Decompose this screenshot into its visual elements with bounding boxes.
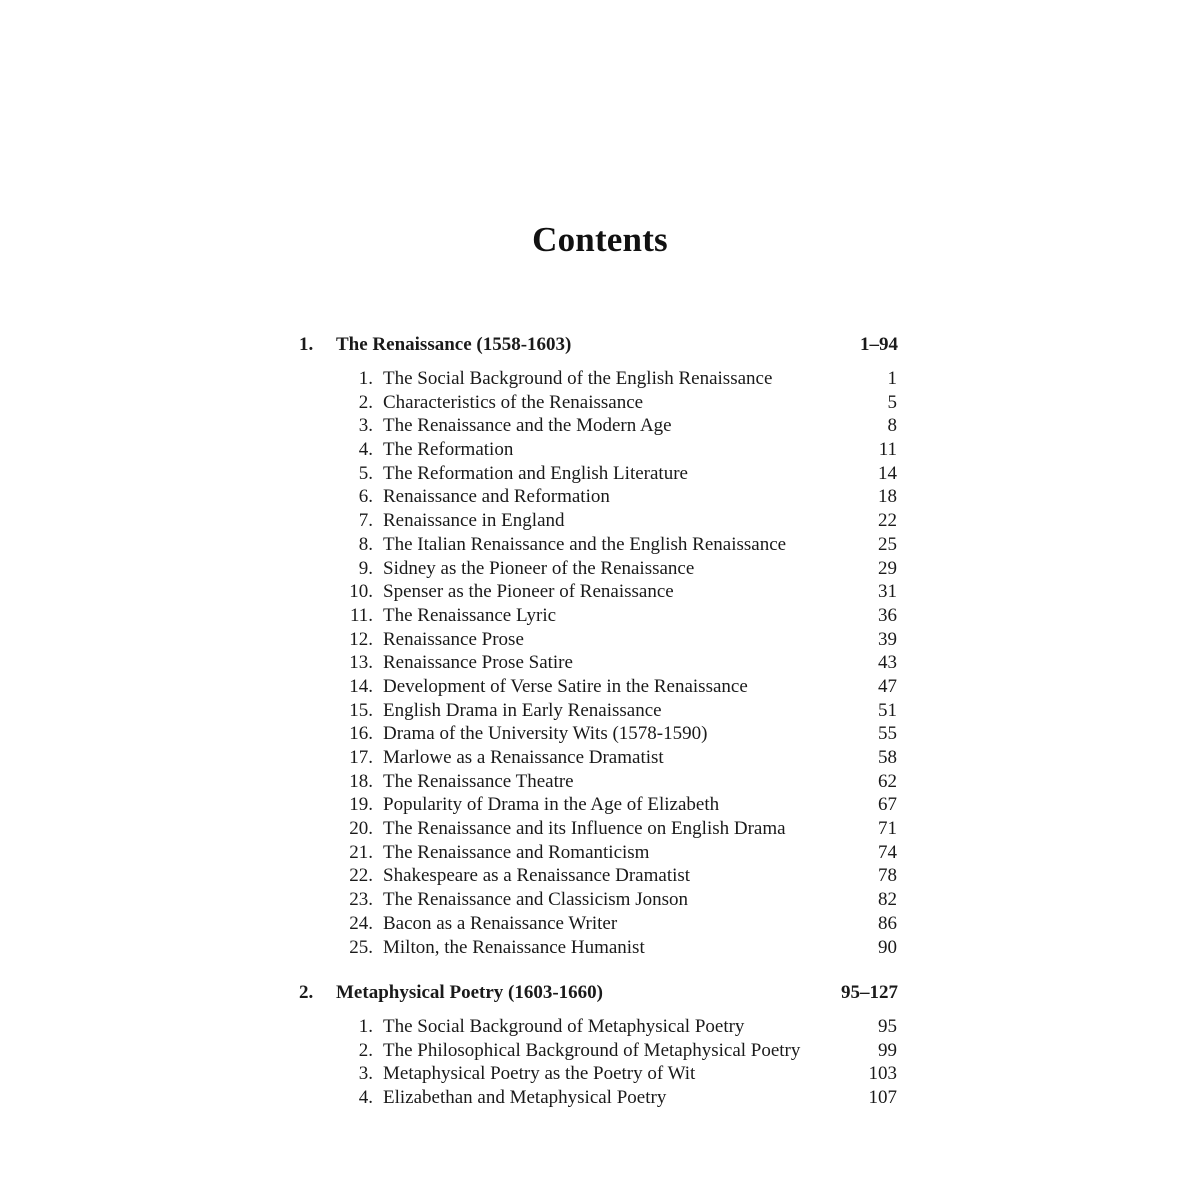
- entry-page-number: 36: [878, 604, 897, 626]
- entry-page-number: 62: [878, 770, 897, 792]
- entry-title: The Renaissance and Romanticism: [383, 841, 650, 863]
- chapter-number: 2.: [299, 982, 314, 1003]
- toc-entry[interactable]: [0, 367, 1200, 391]
- entry-number: 8.: [358, 533, 373, 555]
- toc-entry[interactable]: [0, 699, 1200, 723]
- entry-page-number: 43: [878, 652, 897, 674]
- entry-page-number: 95: [878, 1016, 897, 1037]
- entry-page-number: 8: [887, 415, 897, 437]
- entry-title: The Philosophical Background of Metaphysical Poetry: [383, 1039, 801, 1061]
- chapter-section: [0, 980, 1200, 1110]
- entry-number: 11.: [349, 604, 373, 626]
- page-title: Contents: [532, 220, 668, 259]
- entry-number: 15.: [349, 699, 373, 721]
- entry-title: Renaissance Prose Satire: [383, 652, 573, 674]
- entry-page-number: 29: [878, 557, 897, 579]
- entry-page-number: 99: [878, 1039, 897, 1061]
- toc-entry[interactable]: [0, 438, 1200, 462]
- toc-entry[interactable]: [0, 817, 1200, 841]
- entry-number: 3.: [358, 1063, 373, 1085]
- entry-page-number: 58: [878, 747, 897, 768]
- entry-page-number: 74: [878, 841, 897, 863]
- toc-entry[interactable]: [0, 1015, 1200, 1039]
- entry-title: Shakespeare as a Renaissance Dramatist: [383, 865, 691, 887]
- toc-entry[interactable]: [0, 533, 1200, 557]
- entry-title: Drama of the University Wits (1578-1590): [383, 723, 708, 745]
- toc-entry[interactable]: [0, 651, 1200, 675]
- entry-page-number: 5: [887, 391, 897, 413]
- entry-number: 18.: [349, 770, 373, 792]
- chapter-section: [0, 332, 1200, 959]
- entry-title: Renaissance and Reformation: [383, 486, 610, 508]
- entry-number: 21.: [349, 841, 373, 863]
- entry-page-number: 107: [868, 1087, 897, 1109]
- entry-title: Sidney as the Pioneer of the Renaissance: [383, 557, 695, 579]
- entry-title: Bacon as a Renaissance Writer: [383, 912, 618, 934]
- toc-entry[interactable]: [0, 509, 1200, 533]
- toc-entry[interactable]: [0, 604, 1200, 628]
- entry-number: 9.: [358, 557, 373, 579]
- entry-page-number: 39: [878, 628, 897, 650]
- entry-list: [0, 367, 1200, 959]
- entry-number: 2.: [358, 391, 373, 413]
- toc-entry[interactable]: [0, 841, 1200, 865]
- entry-page-number: 14: [878, 462, 897, 484]
- entry-page-number: 90: [878, 936, 897, 958]
- entry-number: 7.: [358, 510, 373, 532]
- entry-number: 12.: [349, 628, 373, 650]
- entry-page-number: 86: [878, 912, 897, 934]
- entry-title: Popularity of Drama in the Age of Elizabeth: [383, 794, 720, 816]
- toc-entry[interactable]: [0, 746, 1200, 770]
- toc-entry[interactable]: [0, 391, 1200, 415]
- entry-title: The Reformation: [383, 439, 514, 461]
- entry-number: 13.: [349, 652, 373, 674]
- entry-page-number: 47: [878, 675, 897, 697]
- entry-number: 24.: [349, 912, 373, 934]
- toc-entry[interactable]: [0, 628, 1200, 652]
- entry-title: Metaphysical Poetry as the Poetry of Wit: [383, 1063, 696, 1085]
- entry-number: 20.: [349, 818, 373, 840]
- entry-title: The Renaissance and its Influence on English Drama: [383, 818, 786, 840]
- entry-page-number: 18: [878, 486, 897, 508]
- entry-title: The Renaissance Theatre: [383, 770, 574, 792]
- entry-number: 10.: [349, 581, 373, 603]
- toc-entry[interactable]: [0, 557, 1200, 581]
- toc-entry[interactable]: [0, 770, 1200, 794]
- entry-number: 14.: [349, 675, 373, 697]
- toc-entry[interactable]: [0, 1039, 1200, 1063]
- entry-page-number: 11: [878, 439, 897, 461]
- entry-title: The Social Background of Metaphysical Poetry: [383, 1016, 745, 1037]
- entry-page-number: 55: [878, 723, 897, 745]
- entry-number: 5.: [358, 462, 373, 484]
- entry-title: English Drama in Early Renaissance: [383, 699, 662, 721]
- entry-page-number: 71: [878, 818, 897, 840]
- entry-title: The Italian Renaissance and the English Renaissance: [383, 533, 787, 555]
- entry-number: 19.: [349, 794, 373, 816]
- toc-entry[interactable]: [0, 722, 1200, 746]
- entry-number: 2.: [358, 1039, 373, 1061]
- entry-page-number: 1: [887, 368, 897, 389]
- toc-entry[interactable]: [0, 888, 1200, 912]
- toc-entry[interactable]: [0, 912, 1200, 936]
- chapter-heading[interactable]: [0, 332, 1200, 358]
- toc-entry[interactable]: [0, 580, 1200, 604]
- entry-number: 17.: [349, 747, 373, 768]
- toc-entry[interactable]: [0, 462, 1200, 486]
- toc-entry[interactable]: [0, 675, 1200, 699]
- entry-page-number: 67: [878, 794, 897, 816]
- entry-title: Development of Verse Satire in the Renaissance: [383, 675, 748, 697]
- entry-title: The Renaissance and the Modern Age: [383, 415, 672, 437]
- entry-number: 6.: [358, 486, 373, 508]
- entry-title: Characteristics of the Renaissance: [383, 391, 644, 413]
- entry-title: Elizabethan and Metaphysical Poetry: [383, 1087, 667, 1109]
- toc-entry[interactable]: [0, 864, 1200, 888]
- chapter-page-range: 1–94: [860, 334, 898, 355]
- entry-page-number: 103: [868, 1063, 897, 1085]
- entry-number: 3.: [358, 415, 373, 437]
- entry-list: [0, 1015, 1200, 1110]
- toc-entry[interactable]: [0, 793, 1200, 817]
- toc-entry[interactable]: [0, 414, 1200, 438]
- entry-title: Renaissance Prose: [383, 628, 524, 650]
- entry-number: 1.: [358, 1016, 373, 1037]
- entry-page-number: 22: [878, 510, 897, 532]
- entry-title: The Renaissance and Classicism Jonson: [383, 889, 689, 911]
- chapter-number: 1.: [299, 334, 314, 355]
- chapter-heading[interactable]: [0, 980, 1200, 1006]
- entry-page-number: 82: [878, 889, 897, 911]
- entry-page-number: 31: [878, 581, 897, 603]
- entry-number: 25.: [349, 936, 373, 958]
- toc-entry[interactable]: [0, 485, 1200, 509]
- entry-title: The Reformation and English Literature: [383, 462, 688, 484]
- toc-entry[interactable]: [0, 1062, 1200, 1086]
- entry-title: Spenser as the Pioneer of Renaissance: [383, 581, 674, 603]
- chapter-title: Metaphysical Poetry (1603-1660): [336, 982, 603, 1003]
- entry-number: 4.: [358, 1087, 373, 1109]
- entry-title: Milton, the Renaissance Humanist: [383, 936, 645, 958]
- chapter-page-range: 95–127: [841, 982, 898, 1003]
- entry-title: The Renaissance Lyric: [383, 604, 557, 626]
- entry-title: The Social Background of the English Renaissance: [383, 368, 773, 389]
- entry-number: 4.: [358, 439, 373, 461]
- entry-page-number: 78: [878, 865, 897, 887]
- entry-number: 23.: [349, 889, 373, 911]
- toc-entry[interactable]: [0, 936, 1200, 960]
- chapter-title: The Renaissance (1558-1603): [336, 334, 572, 355]
- toc-entry[interactable]: [0, 1086, 1200, 1110]
- entry-page-number: 51: [878, 699, 897, 721]
- entry-title: Renaissance in England: [383, 510, 565, 532]
- entry-title: Marlowe as a Renaissance Dramatist: [383, 747, 664, 768]
- entry-number: 1.: [358, 368, 373, 389]
- entry-number: 22.: [349, 865, 373, 887]
- entry-page-number: 25: [878, 533, 897, 555]
- entry-number: 16.: [349, 723, 373, 745]
